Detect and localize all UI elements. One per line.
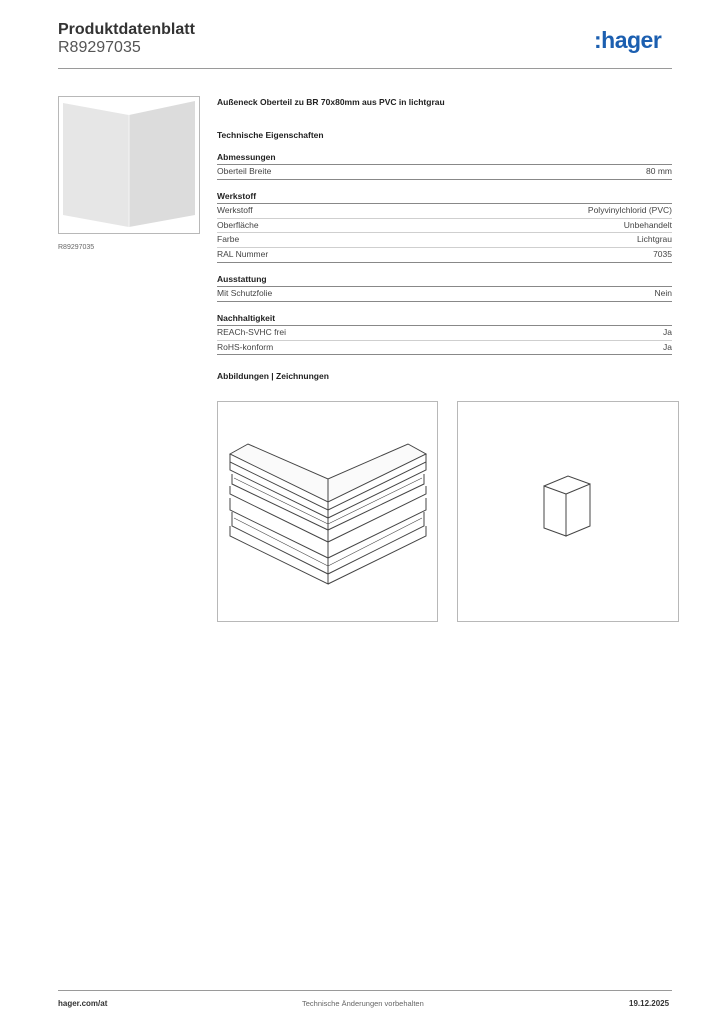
property-value: Nein [654,287,672,298]
corner-cover-drawing [458,402,678,621]
footer-note: Technische Änderungen vorbehalten [302,999,424,1008]
section-nachhaltigkeit [217,313,672,356]
product-title: Außeneck Oberteil zu BR 70x80mm aus PVC in lichtgrau [217,97,445,107]
property-row [217,219,672,234]
header-divider [58,68,672,69]
property-row [217,287,672,302]
property-row [217,326,672,341]
footer-divider [58,990,672,991]
property-value: Unbehandelt [623,219,672,230]
product-photo [58,96,200,234]
property-row [217,248,672,263]
footer-date: 19.12.2025 [629,999,670,1008]
property-row [217,204,672,219]
property-value: Polyvinylchlorid (PVC) [587,204,672,215]
section-heading: Abmessungen [217,152,672,165]
property-label: Farbe [217,234,240,245]
section-heading: Werkstoff [217,191,672,204]
section-ausstattung [217,274,672,302]
property-row [217,341,672,356]
property-value: Ja [663,341,672,352]
hager-logo: :hager [594,27,662,53]
property-label: Mit Schutzfolie [217,287,273,298]
section-werkstoff [217,191,672,263]
images-heading: Abbildungen | Zeichnungen [217,371,329,382]
technical-drawing-right [457,401,679,622]
property-label: Oberfläche [217,219,259,230]
product-details [217,97,672,381]
property-label: Oberteil Breite [217,166,272,176]
technical-drawing-left [217,401,438,622]
section-abmessungen [217,152,672,180]
footer-website[interactable]: hager.com/at [58,999,108,1008]
product-photo-image [59,97,199,233]
corner-profile-drawing [218,402,437,621]
property-row [217,233,672,248]
property-value: 7035 [653,249,672,260]
property-label: RoHS-konform [217,341,274,352]
doc-title: Produktdatenblatt [58,21,195,38]
property-row [217,165,672,180]
property-label: Werkstoff [217,204,253,215]
property-label: REACh-SVHC frei [217,326,286,337]
property-value: 80 mm [646,166,672,176]
tech-heading: Technische Eigenschaften [217,130,324,140]
property-value: Ja [663,326,672,337]
section-heading: Nachhaltigkeit [217,313,672,326]
property-label: RAL Nummer [217,249,269,260]
doc-number: R89297035 [58,39,141,56]
photo-caption: R89297035 [58,244,95,251]
section-heading: Ausstattung [217,274,672,287]
property-value: Lichtgrau [637,234,672,245]
